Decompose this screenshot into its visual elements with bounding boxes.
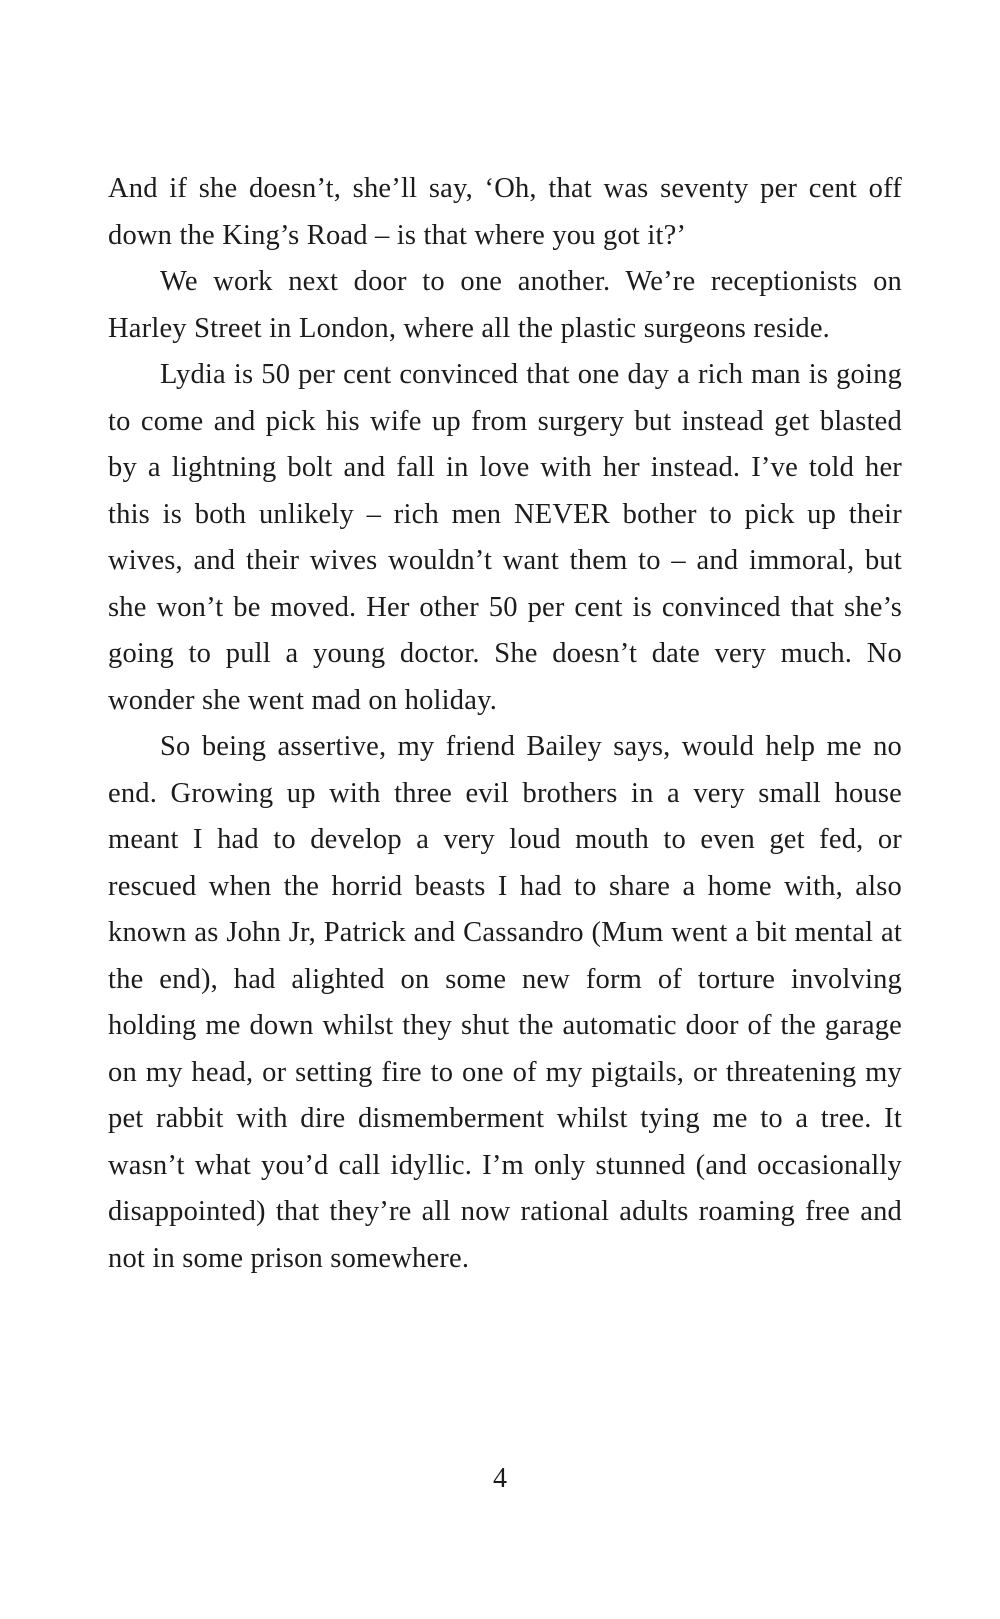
paragraph: We work next door to one another. We’re receptionists on Harley Street in London, where all the plastic surgeons reside. bbox=[108, 266, 902, 344]
paragraph: And if she doesn’t, she’ll say, ‘Oh, that was seventy per cent off down the King’s Road – is that where you got it?’ bbox=[108, 173, 902, 251]
page-number: 4 bbox=[493, 1463, 507, 1494]
body-text bbox=[108, 166, 902, 1282]
paragraph: So being assertive, my friend Bailey says, would help me no end. Growing up with three evil brothers in a very small house meant I had to develop a very loud mouth to even get fed, or rescued when the horrid beasts I had to share a home with, also known as John Jr, Patrick and Cassandro (Mum went a bit mental at the end), had alighted on some new form of torture involving holding me down whilst they shut the automatic door of the garage on my head, or setting fire to one of my pigtails, or threatening my pet rabbit with dire dismemberment whilst tying me to a tree. It wasn’t what you’d call idyllic. I’m only stunned (and occasionally disappointed) that they’re all now rational adults roaming free and not in some prison somewhere. bbox=[108, 731, 902, 1274]
paragraph: Lydia is 50 per cent convinced that one day a rich man is going to come and pick his wife up from surgery but instead get blasted by a lightning bolt and fall in love with her instead. I’ve told her this is both unlikely – rich men NEVER bother to pick up their wives, and their wives wouldn’t want them to – and immoral, but she won’t be moved. Her other 50 per cent is convinced that she’s going to pull a young doctor. She doesn’t date very much. No wonder she went mad on holiday. bbox=[108, 359, 902, 716]
